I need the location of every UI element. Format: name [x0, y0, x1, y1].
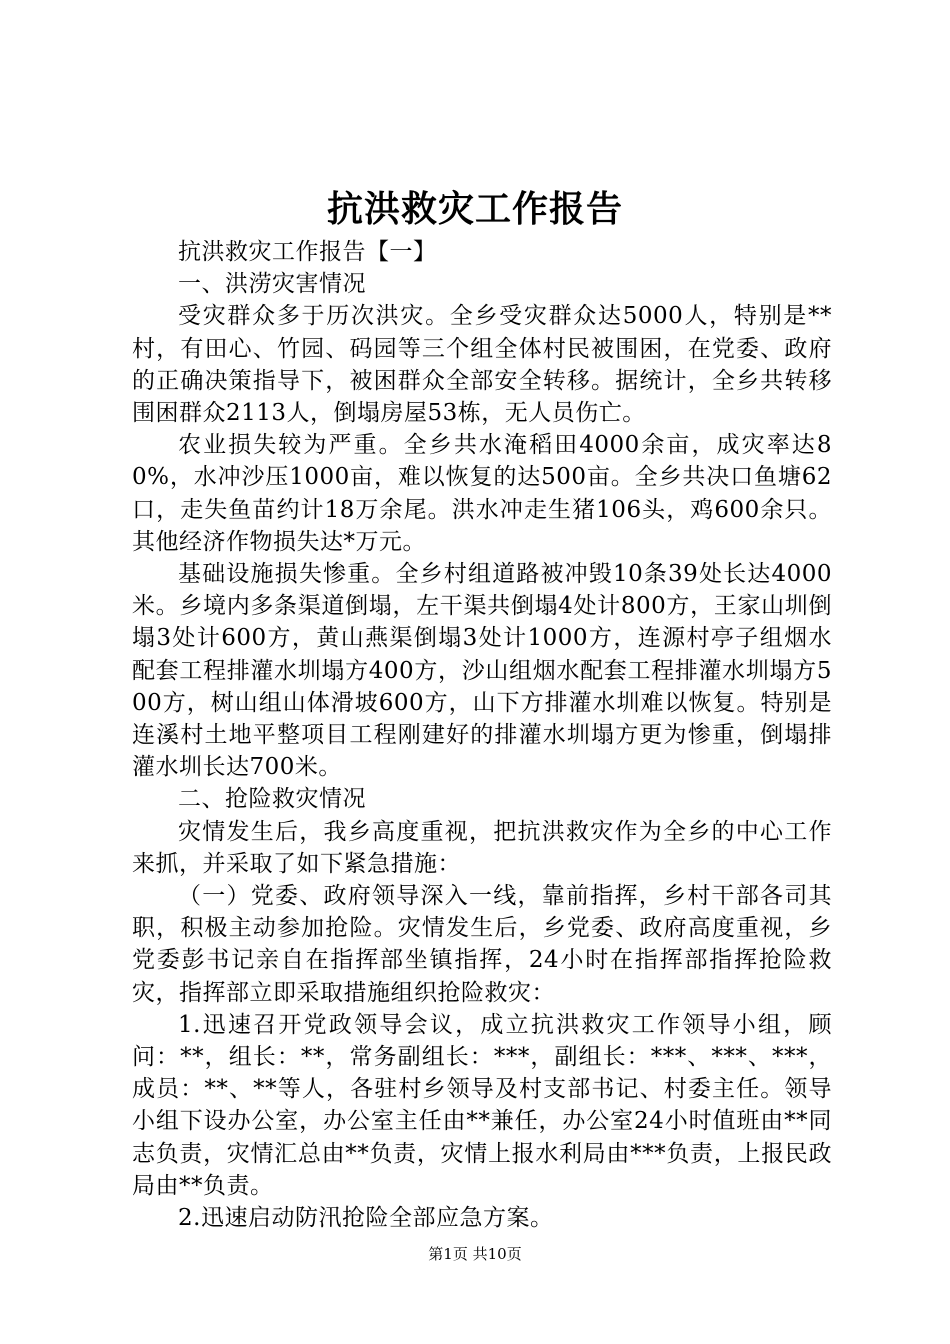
- section-heading-flood-situation: 一、洪涝灾害情况: [178, 271, 366, 298]
- paragraph-infrastructure-loss: 基础设施损失惨重。全乡村组道路被冲毁10条39处长达4000米。乡境内多条渠道倒塌，左干渠共倒塌4处计800方，王家山圳倒塌3处计600方，黄山燕渠倒塌3处计1000方，连源村亭子组烟水配套工程排灌水圳塌方400方，沙山组烟水配套工程排灌水圳塌方500方，树山组山体滑坡600方，山下方排灌水圳难以恢复。特别是连溪村土地平整项目工程刚建好的排灌水圳塌方更为惨重，倒塌排灌水圳长达700米。: [132, 561, 832, 781]
- report-subtitle: 抗洪救灾工作报告【一】: [178, 239, 437, 265]
- document-title: 抗洪救灾工作报告: [326, 188, 623, 230]
- paragraph-agriculture-loss: 农业损失较为严重。全乡共水淹稻田4000余亩，成灾率达80%，水冲沙压1000亩，难以恢复的达500亩。全乡共决口鱼塘62口，走失鱼苗约计18万余尾。洪水冲走生猪106头，鸡600余只。其他经济作物损失达*万元。: [132, 432, 832, 555]
- paragraph-affected-people: 受灾群众多于历次洪灾。全乡受灾群众达5000人，特别是**村，有田心、竹园、码园等三个组全体村民被围困，在党委、政府的正确决策指导下，被困群众全部安全转移。据统计，全乡共转移围困群众2113人，倒塌房屋53栋，无人员伤亡。: [132, 303, 832, 427]
- section-heading-rescue: 二、抢险救灾情况: [178, 786, 366, 813]
- paragraph-response-intro: 灾情发生后，我乡高度重视，把抗洪救灾作为全乡的中心工作来抓，并采取了如下紧急措施：: [132, 818, 832, 877]
- document-body: [132, 236, 832, 1234]
- page-number: 第1页 共10页: [428, 1245, 522, 1263]
- paragraph-leadership: （一）党委、政府领导深入一线，靠前指挥，乡村干部各司其职，积极主动参加抢险。灾情发生后，乡党委、政府高度重视，乡党委彭书记亲自在指挥部坐镇指挥，24小时在指挥部指挥抢险救灾，指挥部立即采取措施组织抢险救灾：: [132, 883, 832, 1006]
- paragraph-item-1: 1.迅速召开党政领导会议，成立抗洪救灾工作领导小组，顾问：**，组长：**，常务副组长：***，副组长：***、***、***，成员：**、**等人，各驻村乡领导及村支部书记、村委主任。领导小组下设办公室，办公室主任由**兼任，办公室24小时值班由**同志负责，灾情汇总由**负责，灾情上报水利局由***负责，上报民政局由**负责。: [132, 1011, 832, 1199]
- paragraph-item-2: 2.迅速启动防汛抢险全部应急方案。: [178, 1205, 554, 1232]
